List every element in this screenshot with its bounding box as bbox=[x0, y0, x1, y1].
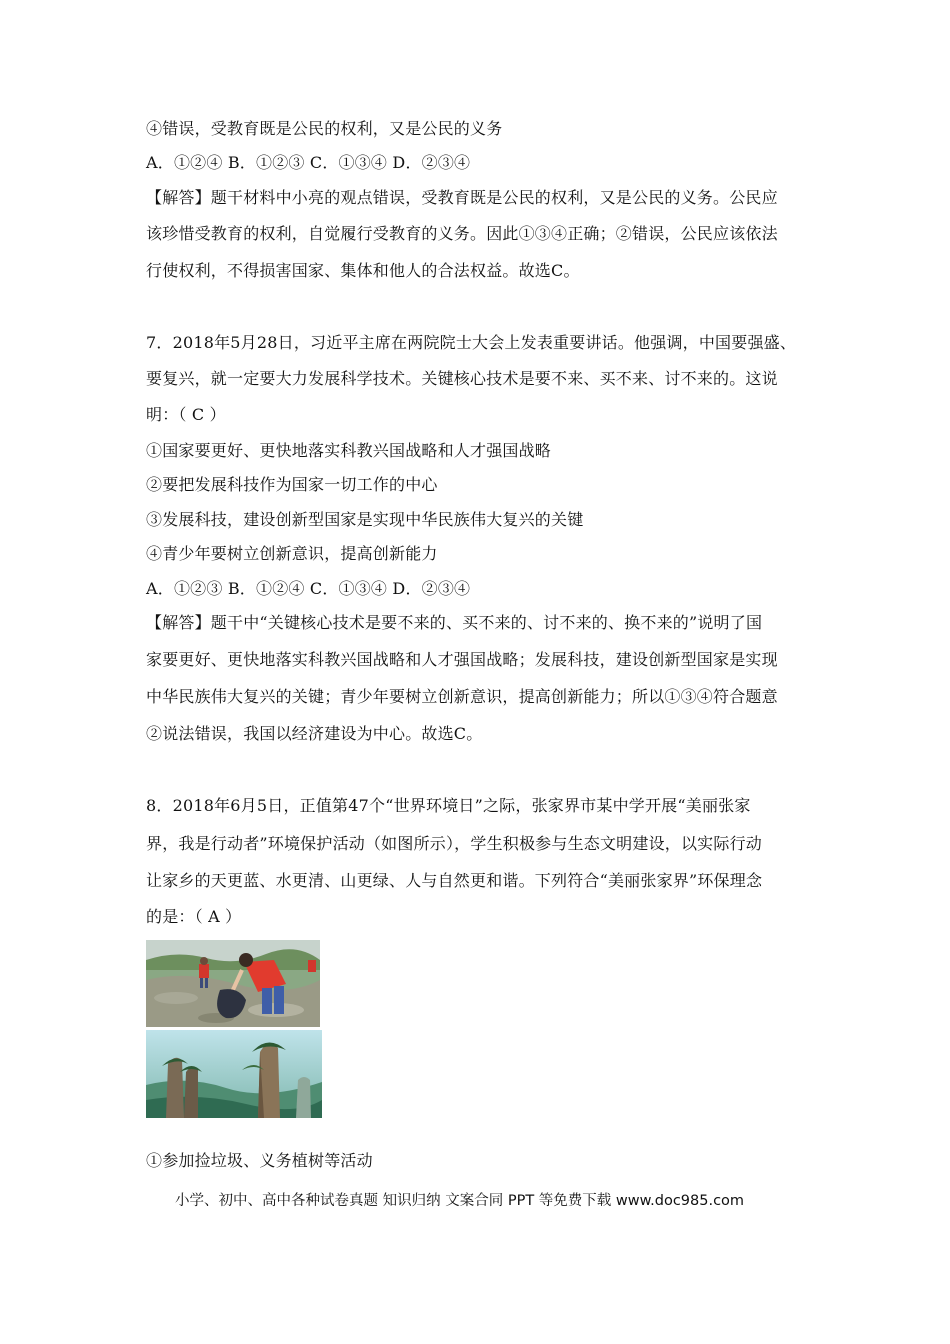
question-7-stem: 明：（ C ） bbox=[146, 405, 226, 424]
answer-explanation-line: 行使权利，不得损害国家、集体和他人的合法权益。故选C。 bbox=[146, 261, 580, 280]
zhangjiajie-landscape-photo bbox=[146, 1030, 322, 1118]
q7-options: A．①②③ B．①②④ C．①③④ D．②③④ bbox=[146, 579, 471, 598]
answer-explanation-line: 该珍惜受教育的权利，自觉履行受教育的义务。因此①③④正确；②错误，公民应该依法 bbox=[146, 224, 778, 243]
question-8-stem: 让家乡的天更蓝、水更清、山更绿、人与自然更和谐。下列符合“美丽张家界”环保理念 bbox=[146, 871, 763, 890]
q7-answer-line: 中华民族伟大复兴的关键；青少年要树立创新意识，提高创新能力；所以①③④符合题意 bbox=[146, 687, 778, 706]
volunteer-cleanup-photo bbox=[146, 940, 320, 1027]
answer-options: A．①②④ B．①②③ C．①③④ D．②③④ bbox=[146, 153, 471, 172]
q7-answer-line: ②说法错误，我国以经济建设为中心。故选C。 bbox=[146, 724, 483, 743]
question-8-stem: 的是：（ A ） bbox=[146, 907, 242, 926]
question-8-stem: 界，我是行动者”环境保护活动（如图所示），学生积极参与生态文明建设，以实际行动 bbox=[146, 834, 762, 853]
q8-statement-1: ①参加捡垃圾、义务植树等活动 bbox=[146, 1151, 373, 1170]
answer-explanation-line: 【解答】题干材料中小亮的观点错误，受教育既是公民的权利，又是公民的义务。公民应 bbox=[146, 188, 778, 207]
page-footer: 小学、初中、高中各种试卷真题 知识归纳 文案合同 PPT 等免费下载 www.doc985.com bbox=[175, 1193, 745, 1209]
q7-answer-line: 【解答】题干中“关键核心技术是要不来的、买不来的、讨不来的、换不来的”说明了国 bbox=[146, 613, 763, 632]
question-7-stem: 要复兴，就一定要大力发展科学技术。关键核心技术是要不来、买不来、讨不来的。这说 bbox=[146, 369, 778, 388]
q7-statement-4: ④青少年要树立创新意识，提高创新能力 bbox=[146, 544, 438, 563]
q7-statement-3: ③发展科技，建设创新型国家是实现中华民族伟大复兴的关键 bbox=[146, 510, 584, 529]
question-7-stem: 7．2018年5月28日，习近平主席在两院院士大会上发表重要讲话。他强调，中国要强盛、 bbox=[146, 333, 797, 352]
q7-answer-line: 家要更好、更快地落实科教兴国战略和人才强国战略；发展科技，建设创新型国家是实现 bbox=[146, 650, 778, 669]
question-8-stem: 8．2018年6月5日，正值第47个“世界环境日”之际，张家界市某中学开展“美丽张家 bbox=[146, 796, 751, 815]
q7-statement-1: ①国家要更好、更快地落实科教兴国战略和人才强国战略 bbox=[146, 441, 552, 460]
statement-4: ④错误，受教育既是公民的权利，又是公民的义务 bbox=[146, 119, 503, 138]
q7-statement-2: ②要把发展科技作为国家一切工作的中心 bbox=[146, 475, 438, 494]
